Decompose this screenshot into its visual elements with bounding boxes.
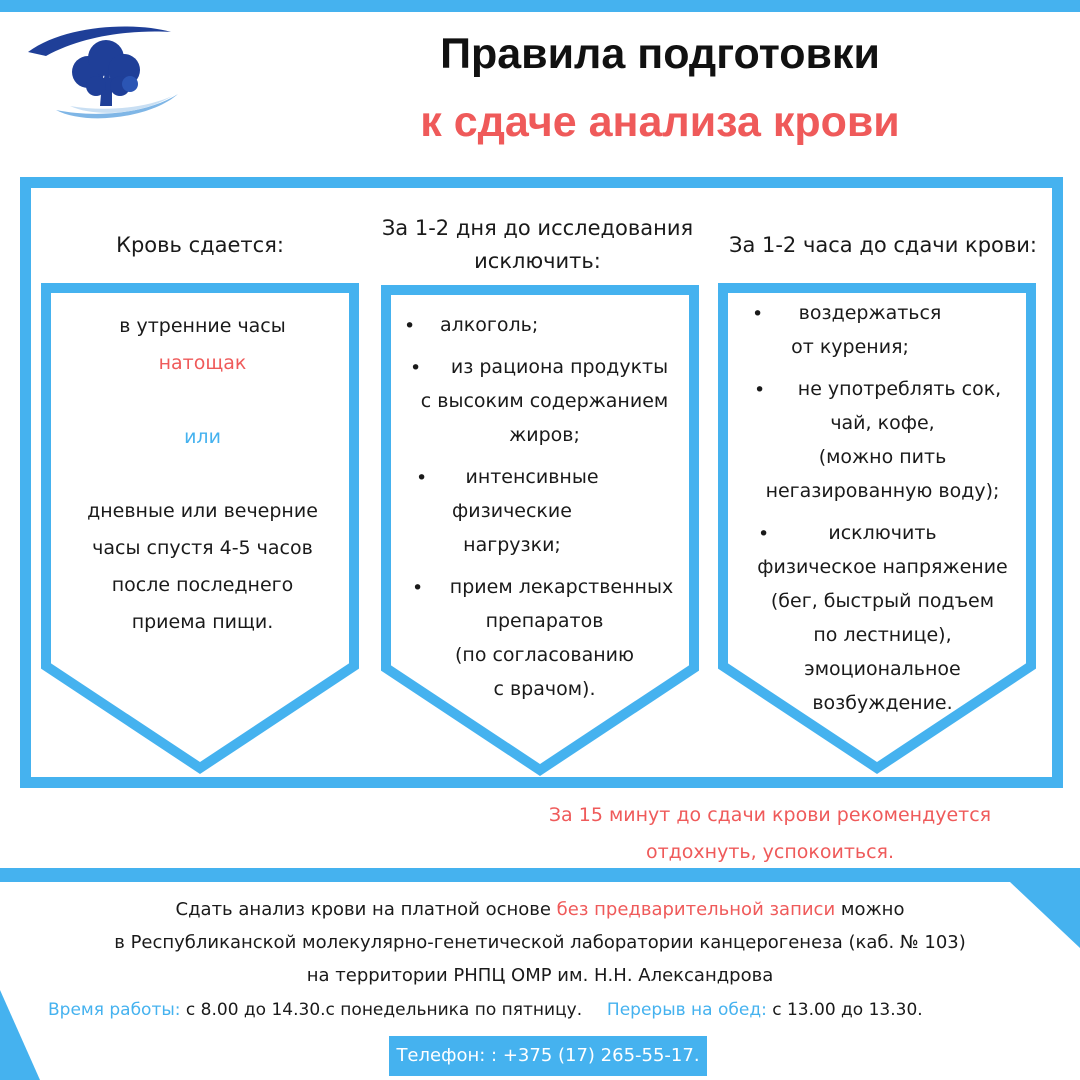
text-meal: приема пищи. bbox=[131, 611, 274, 633]
column-2-heading: За 1-2 дня до исследования исключить: bbox=[381, 216, 694, 273]
list-item: • алкоголь; bbox=[404, 314, 539, 337]
footer-line-1: Сдать анализ крови на платной основе без предварительной записи можно bbox=[175, 899, 905, 920]
list-item: • прием лекарственных препаратов (по согласованию с врачом). bbox=[412, 576, 674, 700]
text-fasting: натощак bbox=[158, 352, 247, 374]
footer-accent-bar bbox=[0, 868, 1080, 882]
phone-number[interactable]: Телефон: : +375 (17) 265-55-17. bbox=[389, 1036, 707, 1076]
top-accent-bar bbox=[0, 0, 1080, 12]
column-1-content bbox=[60, 308, 345, 641]
working-hours: Время работы: с 8.00 до 14.30.с понедельника по пятницу. Перерыв на обед: с 13.00 до 13.30. bbox=[48, 1000, 923, 1020]
column-3-content bbox=[740, 296, 1025, 728]
list-item: • из рациона продукты с высоким содержанием жиров; bbox=[410, 356, 669, 446]
rest-note: За 15 минут до сдачи крови рекомендуется отдохнуть, успокоиться. bbox=[548, 804, 992, 863]
text-hours-after: часы спустя 4-5 часов bbox=[92, 537, 313, 559]
column-2-content bbox=[402, 308, 687, 714]
text-daytime: дневные или вечерние bbox=[87, 500, 318, 522]
list-item: • воздержаться от курения; bbox=[752, 302, 942, 358]
list-item: • не употреблять сок, чай, кофе, (можно пить негазированную воду); bbox=[754, 378, 1002, 502]
footer-line-3: на территории РНПЦ ОМР им. Н.Н. Александрова bbox=[306, 965, 774, 986]
corner-decoration-left bbox=[0, 990, 40, 1080]
text-morning: в утренние часы bbox=[119, 315, 286, 337]
list-item: • исключить физическое напряжение (бег, быстрый подъем по лестнице), эмоциональное возбуждение. bbox=[757, 522, 1008, 714]
page-subtitle: к сдаче анализа крови bbox=[420, 98, 900, 146]
page-title: Правила подготовки bbox=[440, 30, 880, 78]
footer-line-2: в Республиканской молекулярно-генетической лаборатории канцерогенеза (каб. № 103) bbox=[114, 932, 966, 953]
text-or: или bbox=[184, 426, 221, 448]
column-1-heading: Кровь сдается: bbox=[116, 233, 284, 257]
logo bbox=[26, 22, 181, 122]
list-item: • интенсивные физические нагрузки; bbox=[416, 466, 599, 556]
column-3-heading: За 1-2 часа до сдачи крови: bbox=[728, 233, 1038, 257]
text-after-last: после последнего bbox=[111, 574, 294, 596]
